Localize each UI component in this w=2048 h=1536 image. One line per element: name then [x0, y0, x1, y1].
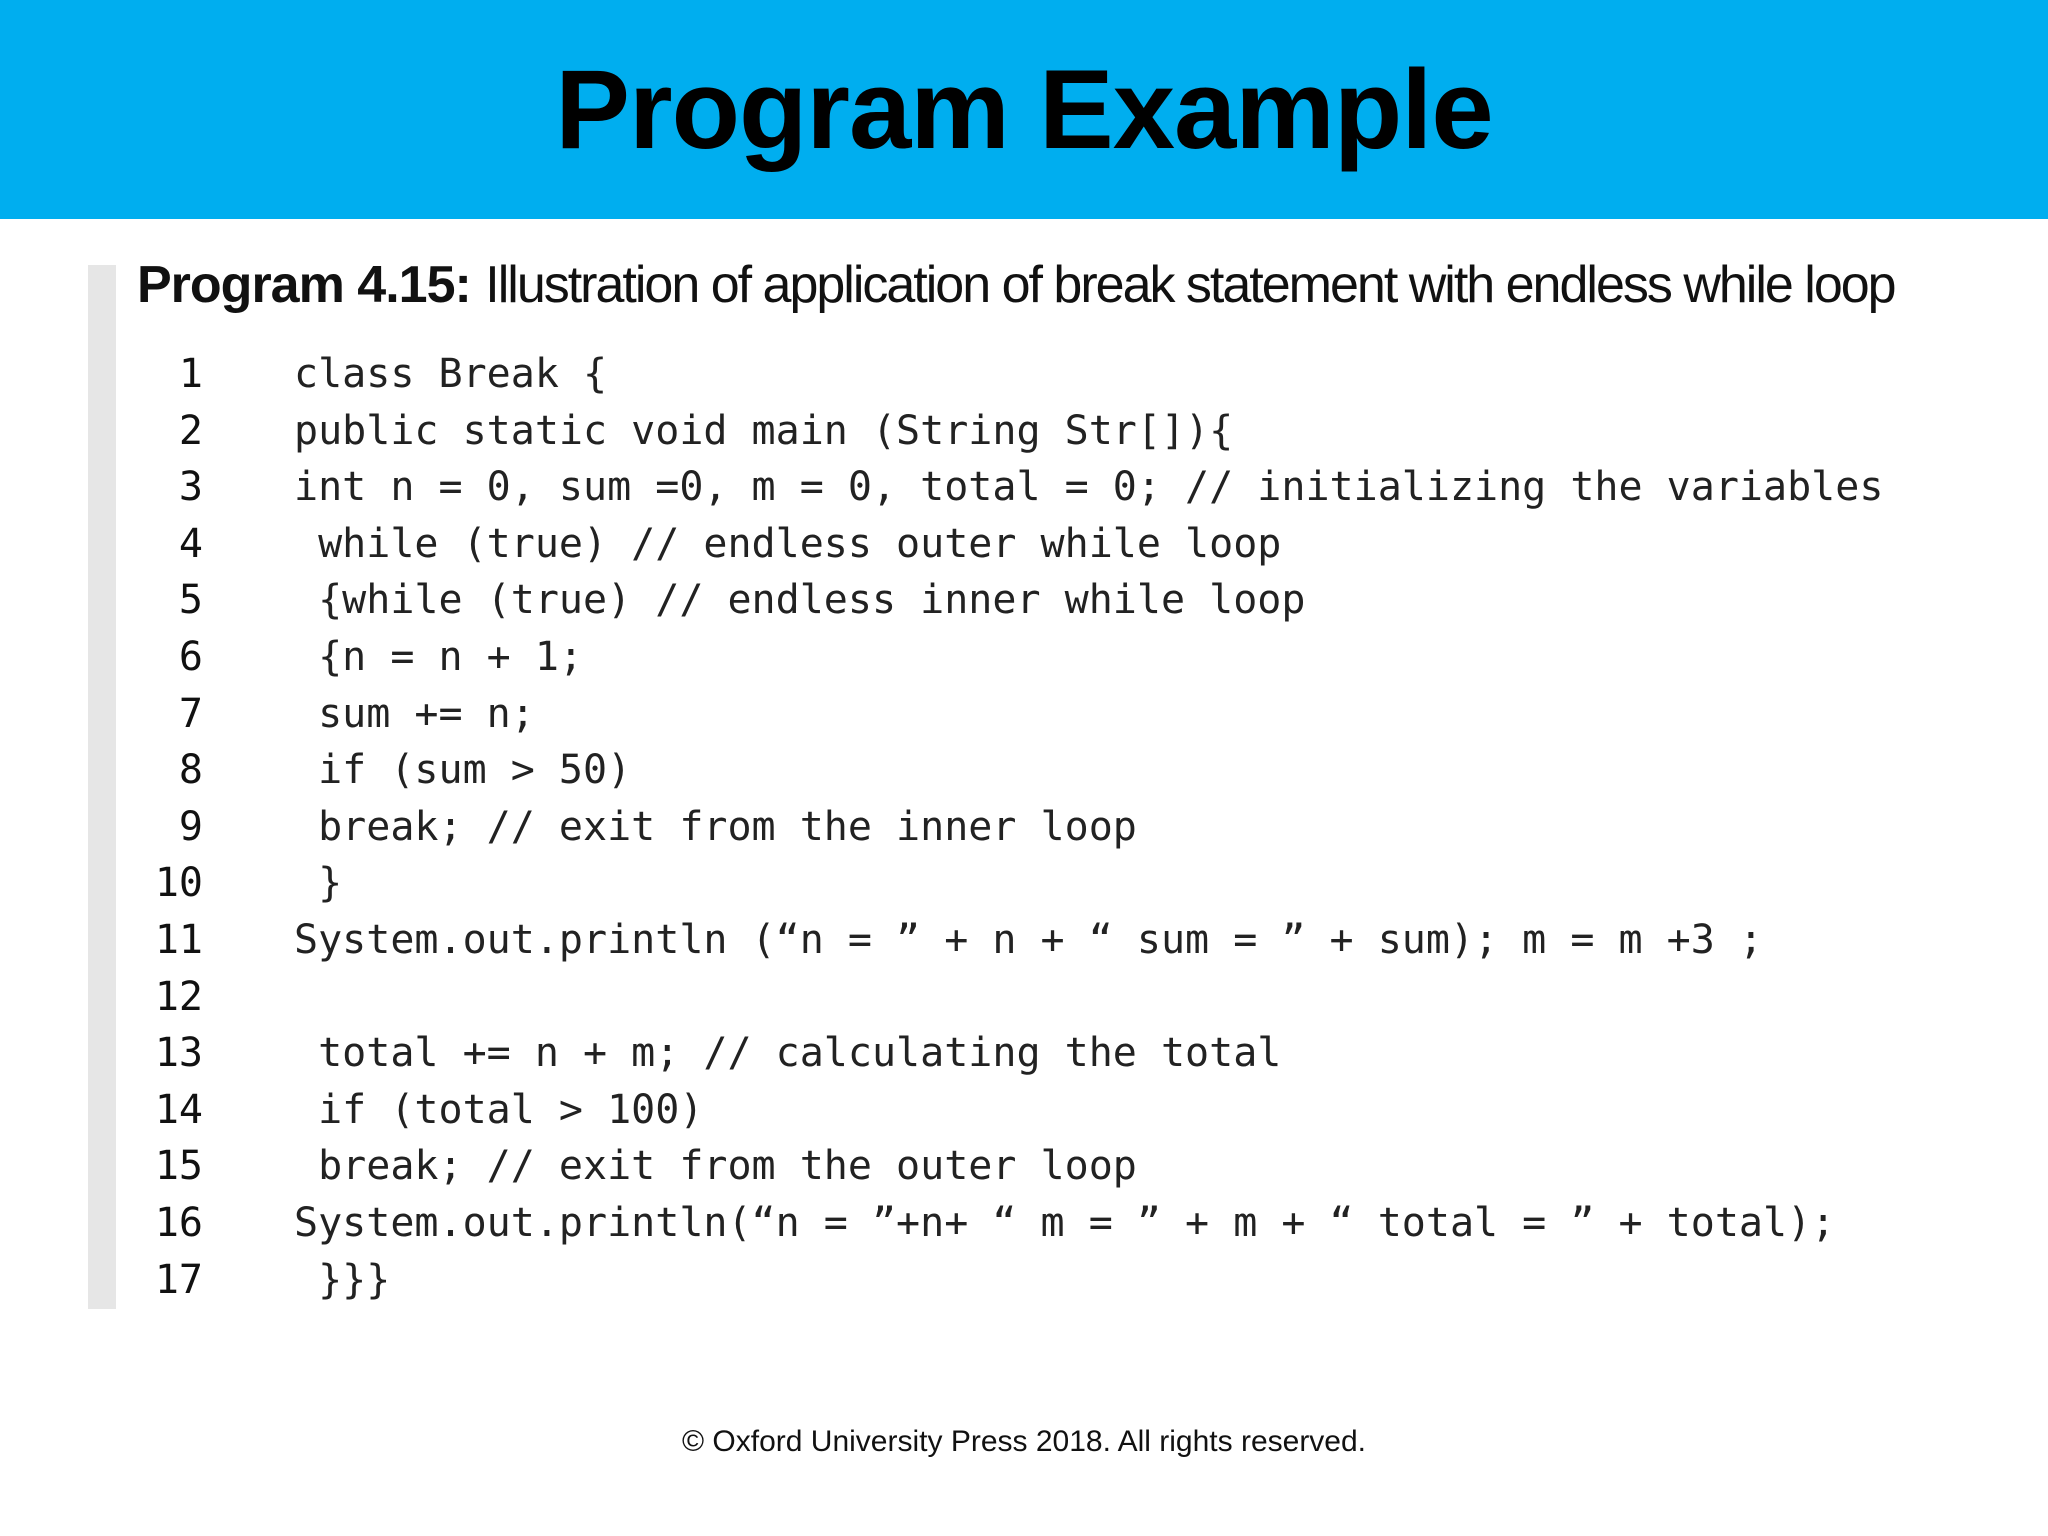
code-line	[137, 1025, 1937, 1082]
line-code: }	[294, 860, 343, 907]
line-code: System.out.println (“n = ” + n + “ sum = ” + sum); m = m +3 ;	[294, 916, 1764, 963]
line-number: 8	[178, 747, 203, 794]
program-caption	[137, 250, 1895, 320]
line-code: total += n + m; // calculating the total	[294, 1030, 1282, 1077]
line-number: 11	[154, 916, 203, 963]
code-listing	[137, 346, 1937, 1308]
line-code: class Break {	[294, 351, 608, 397]
code-side-bar	[88, 265, 116, 1309]
line-number: 12	[154, 973, 203, 1020]
line-number: 3	[178, 464, 203, 511]
line-code: {n = n + 1;	[294, 633, 583, 680]
line-code: break; // exit from the inner loop	[294, 803, 1137, 850]
code-line	[137, 686, 1937, 743]
line-code: }}}	[294, 1256, 391, 1303]
code-line	[137, 572, 1937, 629]
code-line	[137, 969, 1937, 1026]
line-number: 4	[178, 520, 203, 567]
line-code: if (total > 100)	[294, 1086, 704, 1133]
code-line	[137, 912, 1937, 969]
program-caption-label: Program 4.15:	[137, 256, 471, 314]
line-code: public static void main (String Str[]){	[294, 407, 1234, 454]
code-line	[137, 629, 1937, 686]
line-number: 14	[154, 1086, 203, 1133]
code-line	[137, 1082, 1937, 1139]
code-line	[137, 346, 1937, 403]
line-number: 10	[154, 860, 203, 907]
line-number: 2	[178, 407, 203, 454]
code-line	[137, 1138, 1937, 1195]
code-line	[137, 742, 1937, 799]
line-number: 13	[154, 1030, 203, 1077]
code-line	[137, 1195, 1937, 1252]
line-code: {while (true) // endless inner while loop	[294, 577, 1306, 624]
title-bar	[0, 0, 2048, 219]
line-code: break; // exit from the outer loop	[294, 1143, 1137, 1190]
program-caption-text: Illustration of application of break statement with endless while loop	[485, 256, 1895, 314]
line-number: 5	[178, 577, 203, 624]
line-number: 7	[178, 690, 203, 737]
line-code: System.out.println(“n = ”+n+ “ m = ” + m + “ total = ” + total);	[294, 1199, 1836, 1246]
line-code: if (sum > 50)	[294, 747, 632, 794]
line-number: 6	[178, 633, 203, 680]
line-code: int n = 0, sum =0, m = 0, total = 0; // initializing the variables	[294, 464, 1884, 511]
line-number: 1	[178, 351, 203, 397]
line-number: 17	[154, 1256, 203, 1303]
code-line	[137, 459, 1937, 516]
copyright-footer: © Oxford University Press 2018. All rights reserved.	[681, 1425, 1367, 1458]
code-line	[137, 799, 1937, 856]
code-line	[137, 403, 1937, 460]
line-number: 15	[154, 1143, 203, 1190]
code-line	[137, 1252, 1937, 1309]
code-line	[137, 516, 1937, 573]
line-code: sum += n;	[294, 690, 535, 737]
line-number: 9	[178, 803, 203, 850]
slide-title: Program Example	[555, 46, 1493, 172]
code-line	[137, 855, 1937, 912]
line-code: while (true) // endless outer while loop	[294, 520, 1282, 567]
line-number: 16	[154, 1199, 203, 1246]
